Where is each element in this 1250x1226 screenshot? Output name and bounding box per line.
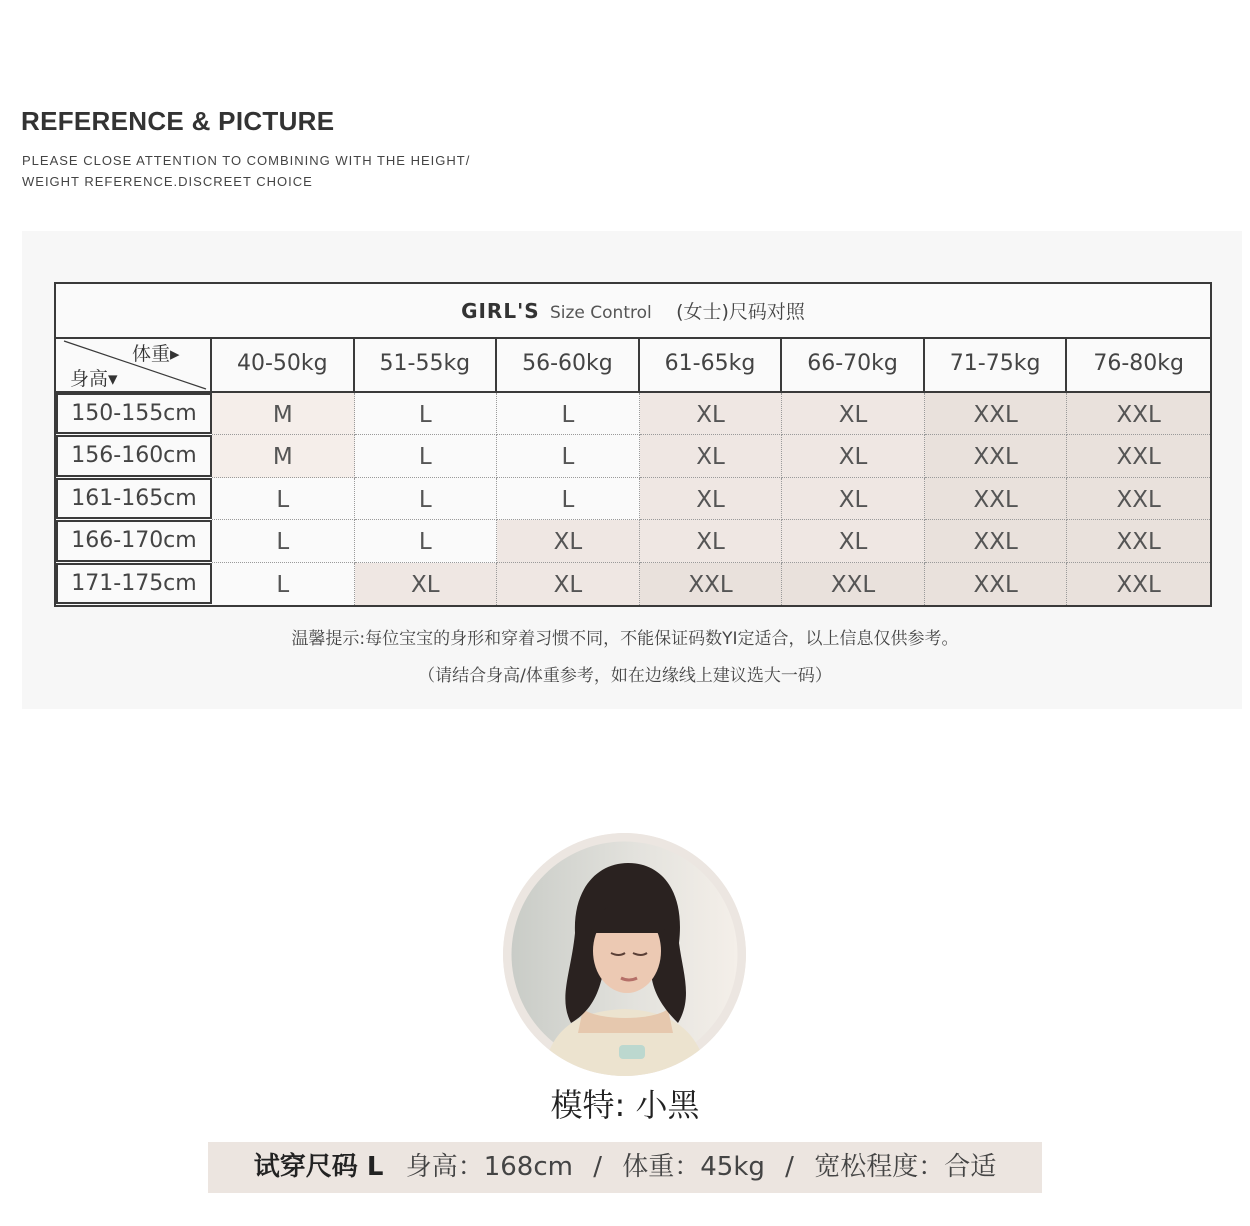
size-chart-title bbox=[56, 284, 1210, 339]
size-cell: XXL bbox=[1067, 520, 1210, 562]
size-cell: XL bbox=[640, 478, 783, 520]
size-cell: XL bbox=[782, 435, 925, 477]
size-chart-table bbox=[54, 282, 1212, 607]
size-cell: L bbox=[497, 393, 640, 435]
height-header-cell: 166-170cm bbox=[56, 520, 212, 561]
section-title: REFERENCE & PICTURE bbox=[21, 106, 335, 136]
size-cell: L bbox=[212, 563, 355, 605]
size-cell: XXL bbox=[925, 435, 1068, 477]
size-cell: L bbox=[355, 435, 498, 477]
size-cell: M bbox=[212, 435, 355, 477]
size-cell: L bbox=[355, 393, 498, 435]
model-height: 身高：168cm bbox=[405, 1152, 573, 1182]
size-cell: XXL bbox=[925, 563, 1068, 605]
weight-header-cell: 40-50kg bbox=[212, 337, 355, 391]
chart-title-bold: GIRL'S bbox=[461, 299, 540, 323]
model-name: 模特: 小黑 bbox=[550, 1086, 700, 1124]
size-cell: XL bbox=[640, 520, 783, 562]
chart-title-cn: (女士)尺码对照 bbox=[676, 301, 805, 323]
weight-header-cell: 71-75kg bbox=[925, 337, 1068, 391]
size-cell: XL bbox=[782, 393, 925, 435]
size-cell: XL bbox=[497, 563, 640, 605]
separator: / bbox=[785, 1152, 794, 1182]
size-cell: XXL bbox=[1067, 393, 1210, 435]
size-cell: XXL bbox=[640, 563, 783, 605]
separator: / bbox=[593, 1152, 602, 1182]
weight-header-cell: 76-80kg bbox=[1093, 351, 1185, 376]
size-cell: L bbox=[497, 435, 640, 477]
size-cell: XL bbox=[640, 435, 783, 477]
size-cell: XL bbox=[782, 520, 925, 562]
size-advice-note: （请结合身高/体重参考，如在边缘线上建议选大一码） bbox=[418, 666, 832, 686]
section-subtitle bbox=[22, 150, 470, 192]
weight-header-cell: 51-55kg bbox=[355, 337, 498, 391]
model-photo bbox=[503, 833, 746, 1076]
size-cell: XL bbox=[497, 520, 640, 562]
corner-height-label: 身高▾ bbox=[70, 368, 118, 390]
size-cell: XXL bbox=[1067, 563, 1210, 605]
weight-header-cell: 56-60kg bbox=[497, 337, 640, 391]
size-cell: XXL bbox=[925, 520, 1068, 562]
chart-title-en: Size Control bbox=[549, 303, 652, 323]
size-cell: M bbox=[212, 393, 355, 435]
model-weight: 体重：45kg bbox=[622, 1152, 765, 1182]
size-cell: L bbox=[355, 478, 498, 520]
subtitle-line-1: PLEASE CLOSE ATTENTION TO COMBINING WITH THE HEIGHT/ bbox=[22, 153, 471, 168]
table-corner-cell bbox=[56, 337, 212, 391]
size-cell: XL bbox=[640, 393, 783, 435]
model-fit: 宽松程度：合适 bbox=[814, 1152, 997, 1182]
height-header-cell: 156-160cm bbox=[56, 435, 212, 476]
weight-header-cell: 61-65kg bbox=[640, 337, 783, 391]
size-cell: L bbox=[212, 520, 355, 562]
size-cell: XL bbox=[355, 563, 498, 605]
size-cell: XXL bbox=[1067, 478, 1210, 520]
model-avatar bbox=[503, 833, 746, 1076]
height-header-cell: 150-155cm bbox=[56, 393, 212, 434]
model-fit-info-bar bbox=[208, 1142, 1042, 1193]
height-header-cell: 161-165cm bbox=[56, 478, 212, 519]
corner-weight-label: 体重▸ bbox=[132, 343, 180, 365]
size-cell: XXL bbox=[782, 563, 925, 605]
size-cell: XXL bbox=[925, 478, 1068, 520]
weight-header-row bbox=[56, 337, 1210, 393]
size-cell: L bbox=[355, 520, 498, 562]
size-cell: XL bbox=[782, 478, 925, 520]
weight-header-cell: 66-70kg bbox=[782, 337, 925, 391]
fit-size: 试穿尺码 L bbox=[253, 1152, 384, 1182]
size-tip-note: 温馨提示:每位宝宝的身形和穿着习惯不同，不能保证码数YI定适合，以上信息仅供参考。 bbox=[291, 629, 959, 649]
size-cell: L bbox=[497, 478, 640, 520]
subtitle-line-2: WEIGHT REFERENCE.DISCREET CHOICE bbox=[22, 174, 313, 189]
size-cell: XXL bbox=[925, 393, 1068, 435]
height-header-cell: 171-175cm bbox=[56, 563, 212, 604]
size-cell: XXL bbox=[1067, 435, 1210, 477]
size-cell: L bbox=[212, 478, 355, 520]
